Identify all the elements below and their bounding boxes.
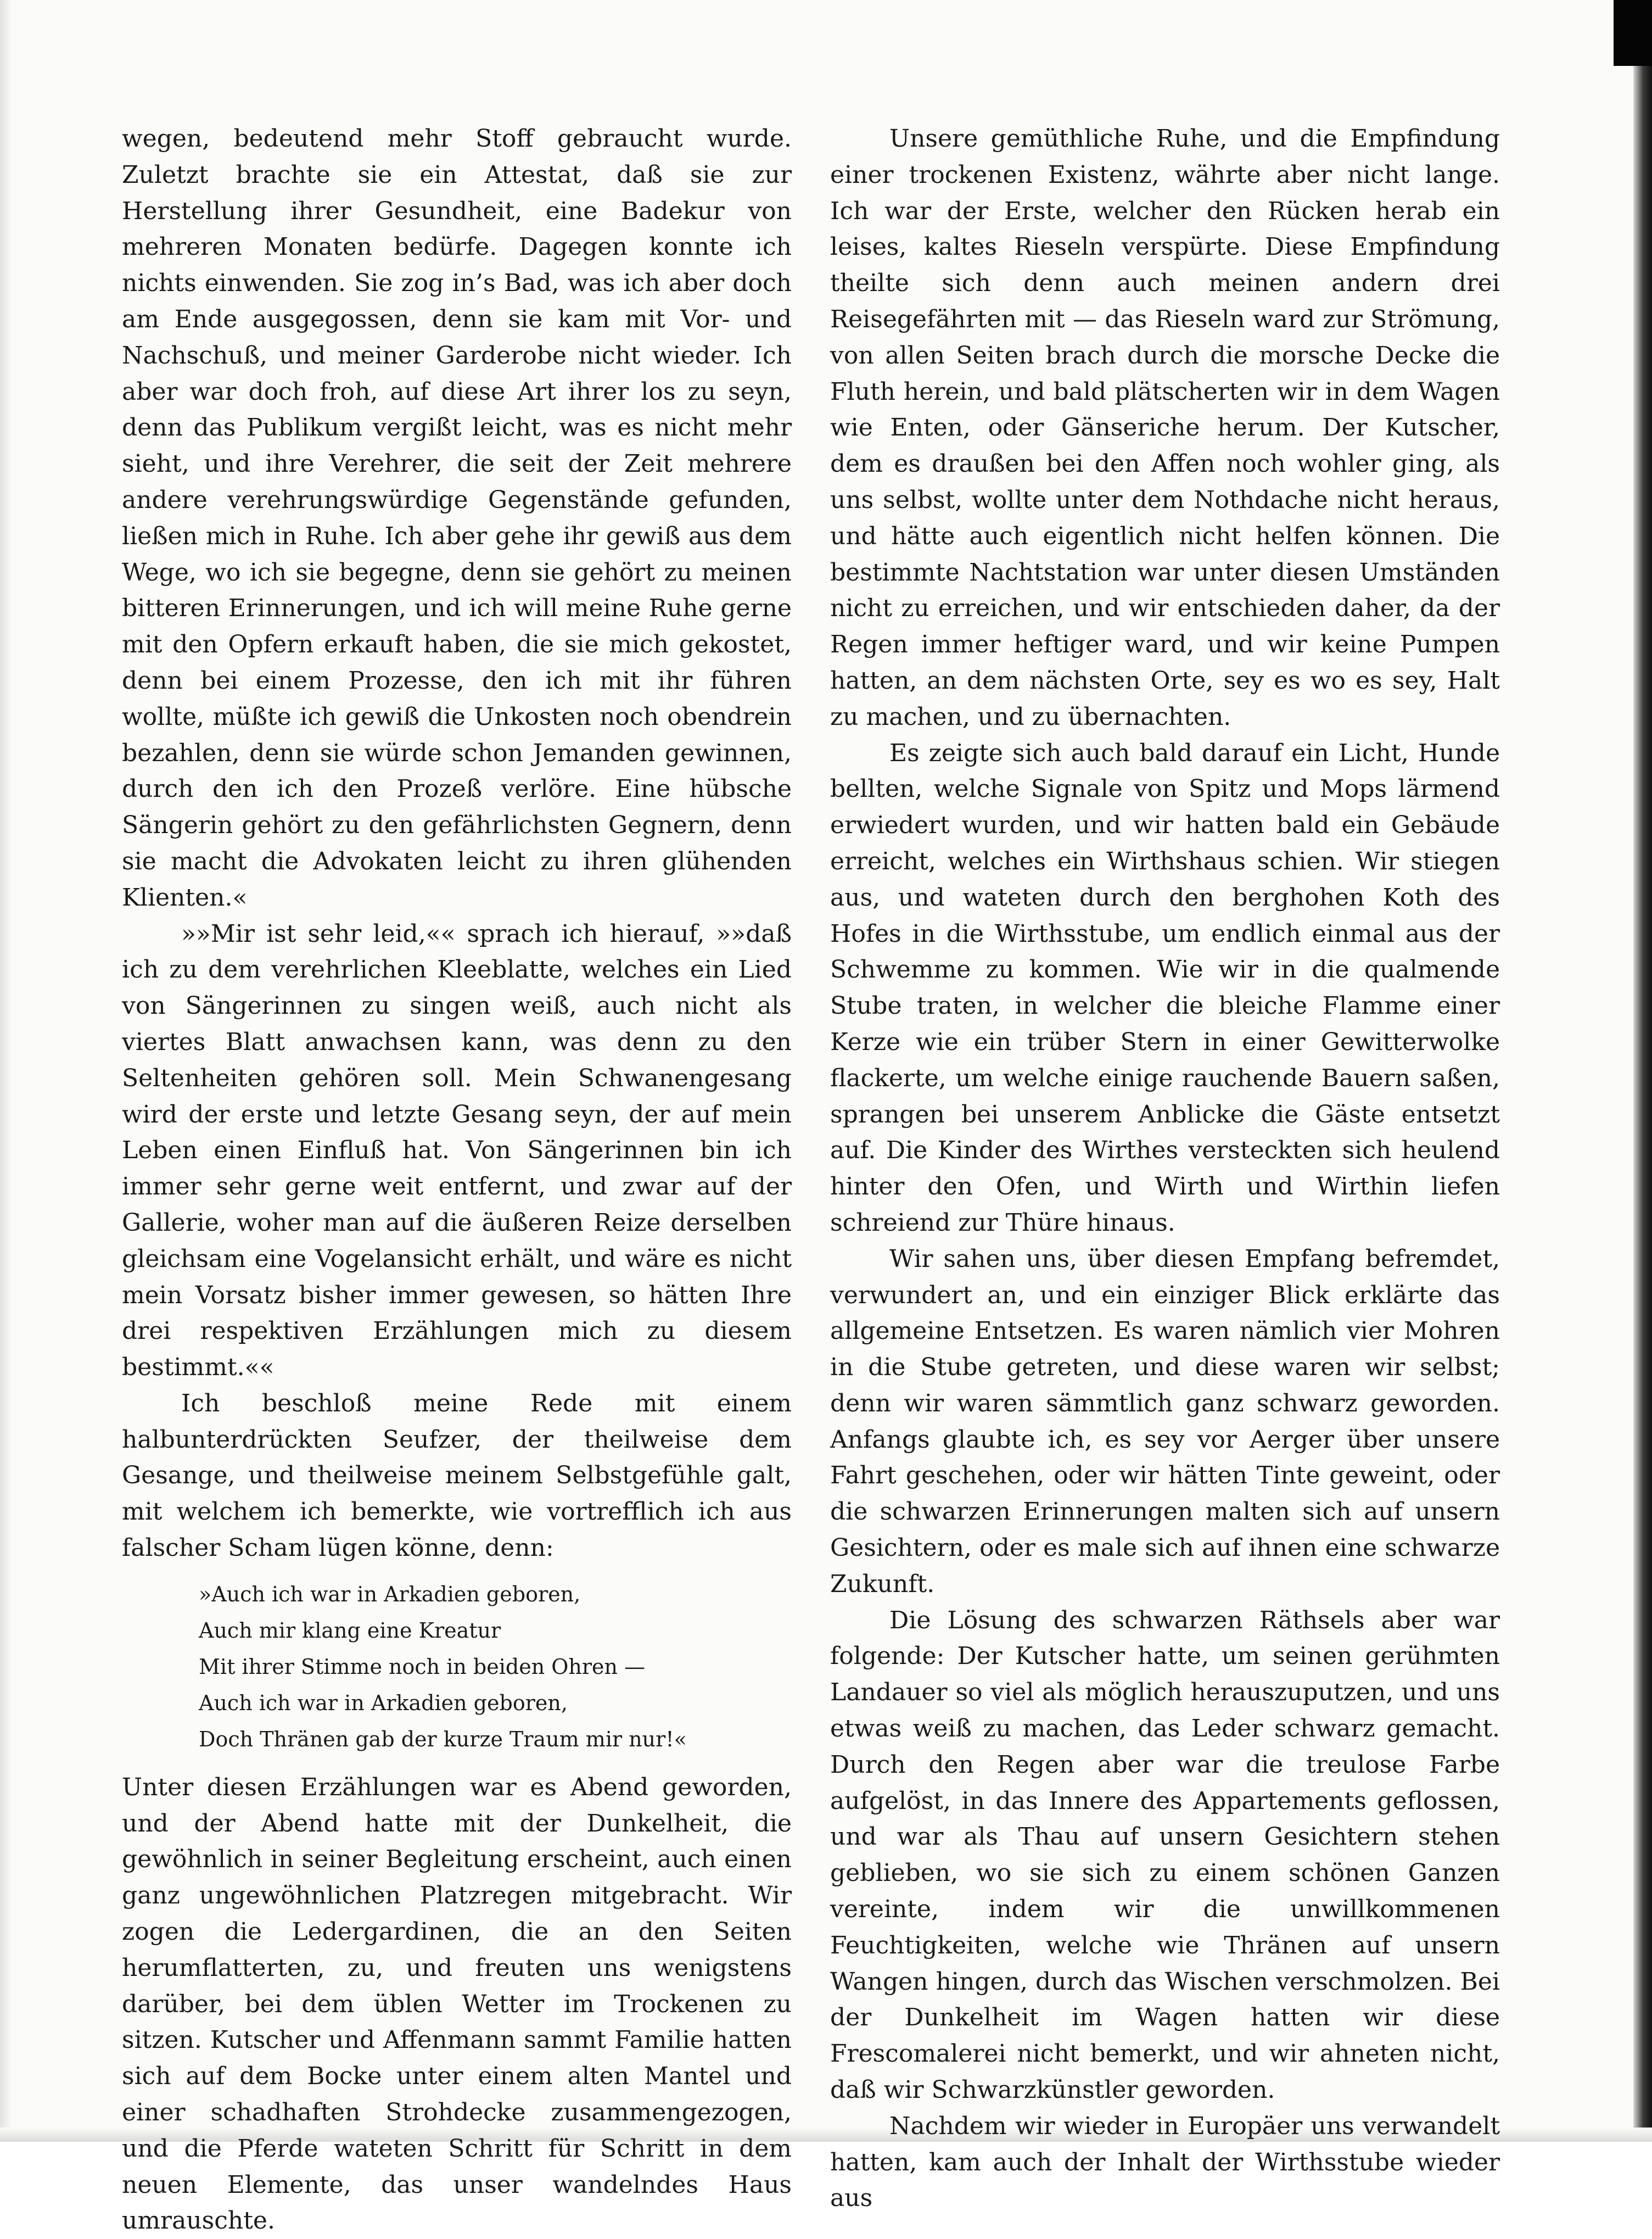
paragraph: Es zeigte sich auch bald darauf ein Licht, Hunde bellten, welche Signale von Spitz und Mops lärmend erwiedert wurden, und wir hatten bald ein Gebäude erreicht, welches ein Wirthshaus schien. Wir stiegen aus, und wateten durch den berghohen Koth des Hofes in die Wirthsstube, um endlich einmal aus der Schwemme zu kommen. Wie wir in die qualmende Stube traten, in welcher die bleiche Flamme einer Kerze wie ein trüber Stern in einer Gewitterwolke flackerte, um welche einige rauchende Bauern saßen, sprangen bei unserem Anblicke die Gäste entsetzt auf. Die Kinder des Wirthes versteckten sich heulend hinter den Ofen, und Wirth und Wirthin liefen schreiend zur Thüre hinaus. — [830, 739, 1500, 1237]
paragraph: Unsere gemüthliche Ruhe, und die Empfindung einer trockenen Existenz, währte aber nicht lange. Ich war der Erste, welcher den Rücken herab ein leises, kaltes Rieseln verspürte. Diese Empfindung theilte sich denn auch meinen andern drei Reisegefährten mit — das Rieseln ward zur Strömung, von allen Seiten brach durch die morsche Decke die Fluth herein, und bald plätscherten wir in dem Wagen wie Enten, oder Gänseriche herum. Der Kutscher, dem es draußen bei den Affen noch wohler ging, als uns selbst, wollte unter dem Nothdache nicht heraus, und hätte auch eigentlich nicht helfen können. Die bestimmte Nachtstation war unter diesen Umständen nicht zu erreichen, und wir entschieden daher, da der Regen immer heftiger ward, und wir keine Pumpen hatten, an dem nächsten Orte, sey es wo es sey, Halt zu machen, und zu übernachten. — [830, 125, 1500, 731]
paragraph: Ich beschloß meine Rede mit einem halbunterdrückten Seufzer, der theilweise dem Gesange, und theilweise meinem Selbstgefühle galt, mit welchem ich bemerkte, wie vortrefflich ich aus falscher Scham lügen könne, denn: — [122, 1389, 792, 1562]
scan-right-edge — [1633, 0, 1652, 2142]
scan-dark-corner — [1614, 0, 1652, 66]
paragraph-speech: »»Mir ist sehr leid,«« sprach ich hierauf, »»daß ich zu dem verehrlichen Kleeblatte, welches ein Lied von Sängerinnen zu singen weiß, auch nicht als viertes Blatt anwachsen kann, was denn zu den Seltenheiten gehören soll. Mein Schwanengesang wird der erste und letzte Gesang seyn, der auf mein Leben einen Einfluß hat. Von Sängerinnen bin ich immer sehr gerne weit entfernt, und zwar auf der Gallerie, woher man auf die äußeren Reize derselben gleichsam eine Vogelansicht erhält, und wäre es nicht mein Vorsatz bisher immer gewesen, so hätten Ihre drei respektiven Erzählungen mich zu diesem bestimmt.«« — [122, 919, 792, 1382]
scan-left-edge — [0, 0, 12, 2142]
paragraph: Die Lösung des schwarzen Räthsels aber war folgende: Der Kutscher hatte, um seinen gerühmten Landauer so viel als möglich herauszuputzen, und uns etwas weiß zu machen, das Leder schwarz gemacht. Durch den Regen aber war die treulose Farbe aufgelöst, in das Innere des Appartements geflossen, und war als Thau auf unsern Gesichtern stehen geblieben, wo sie sich zu einem schönen Ganzen vereinte, indem wir die unwillkommenen Feuchtigkeiten, welche wie Thränen auf unsern Wangen hingen, durch das Wischen verschmolzen. Bei der Dunkelheit im Wagen hatten wir diese Frescomalerei nicht bemerkt, und wir ahneten nicht, daß wir Schwarzkünstler geworden. — [830, 1606, 1500, 2104]
paragraph-continued: Nachdem wir wieder in Europäer uns verwandelt hatten, kam auch der Inhalt der Wirthsstube wieder aus — [830, 2112, 1500, 2213]
paragraph: Unter diesen Erzählungen war es Abend geworden, und der Abend hatte mit der Dunkelheit, die gewöhnlich in seiner Begleitung erscheint, auch einen ganz ungewöhnlichen Platzregen mitgebracht. Wir zogen die Ledergardinen, die an den Seiten herumflatterten, zu, und freuten uns wenigstens darüber, bei dem üblen Wetter im Trockenen zu sitzen. Kutscher und Affenmann sammt Familie hatten sich auf dem Bocke unter einem alten Mantel und einer schadhaften Strohdecke zusammengezogen, und die Pferde wateten Schritt für Schritt in dem neuen Elemente, das unser wandelndes Haus umrauschte. — [122, 1773, 792, 2235]
verse-line: Doch Thränen gab der kurze Traum mir nur!« — [199, 1727, 687, 1751]
right-column — [830, 121, 1500, 2216]
left-column — [122, 121, 792, 2239]
verse-line: Auch mir klang eine Kreatur — [199, 1618, 501, 1643]
verse-line: »Auch ich war in Arkadien geboren, — [199, 1582, 581, 1606]
verse-line: Auch ich war in Arkadien geboren, — [199, 1690, 568, 1715]
paragraph: Wir sahen uns, über diesen Empfang befremdet, verwundert an, und ein einziger Blick erklärte das allgemeine Entsetzen. Es waren nämlich vier Mohren in die Stube getreten, und diese waren wir selbst; denn wir waren sämmtlich ganz schwarz geworden. Anfangs glaubte ich, es sey vor Aerger über unsere Fahrt geschehen, oder wir hätten Tinte geweint, oder die schwarzen Erinnerungen malten sich auf unsern Gesichtern, oder es male sich auf ihnen eine schwarze Zukunft. — [830, 1244, 1500, 1598]
verse-line: Mit ihrer Stimme noch in beiden Ohren — — [199, 1654, 646, 1679]
poem-verse — [122, 1576, 792, 1757]
paragraph-continuation: wegen, bedeutend mehr Stoff gebraucht wurde. Zuletzt brachte sie ein Attestat, daß sie zur Herstellung ihrer Gesundheit, eine Badekur von mehreren Monaten bedürfe. Dagegen konnte ich nichts einwenden. Sie zog in’s Bad, was ich aber doch am Ende ausgegossen, denn sie kam mit Vor- und Nachschuß, und meiner Garderobe nicht wieder. Ich aber war doch froh, auf diese Art ihrer los zu seyn, denn das Publikum vergißt leicht, was es nicht mehr sieht, und ihre Verehrer, die seit der Zeit mehrere andere verehrungswürdige Gegenstände gefunden, ließen mich in Ruhe. Ich aber gehe ihr gewiß aus dem Wege, wo ich sie begegne, denn sie gehört zu meinen bitteren Erinnerungen, und ich will meine Ruhe gerne mit den Opfern erkauft haben, die sie mich gekostet, denn bei einem Prozesse, den ich mit ihr führen wollte, müßte ich gewiß die Unkosten noch obendrein bezahlen, denn sie würde schon Jemanden gewinnen, durch den ich den Prozeß verlöre. Eine hübsche Sängerin gehört zu den gefährlichsten Gegnern, denn sie macht die Advokaten leicht zu ihren glühenden Klienten.« — [122, 125, 792, 912]
